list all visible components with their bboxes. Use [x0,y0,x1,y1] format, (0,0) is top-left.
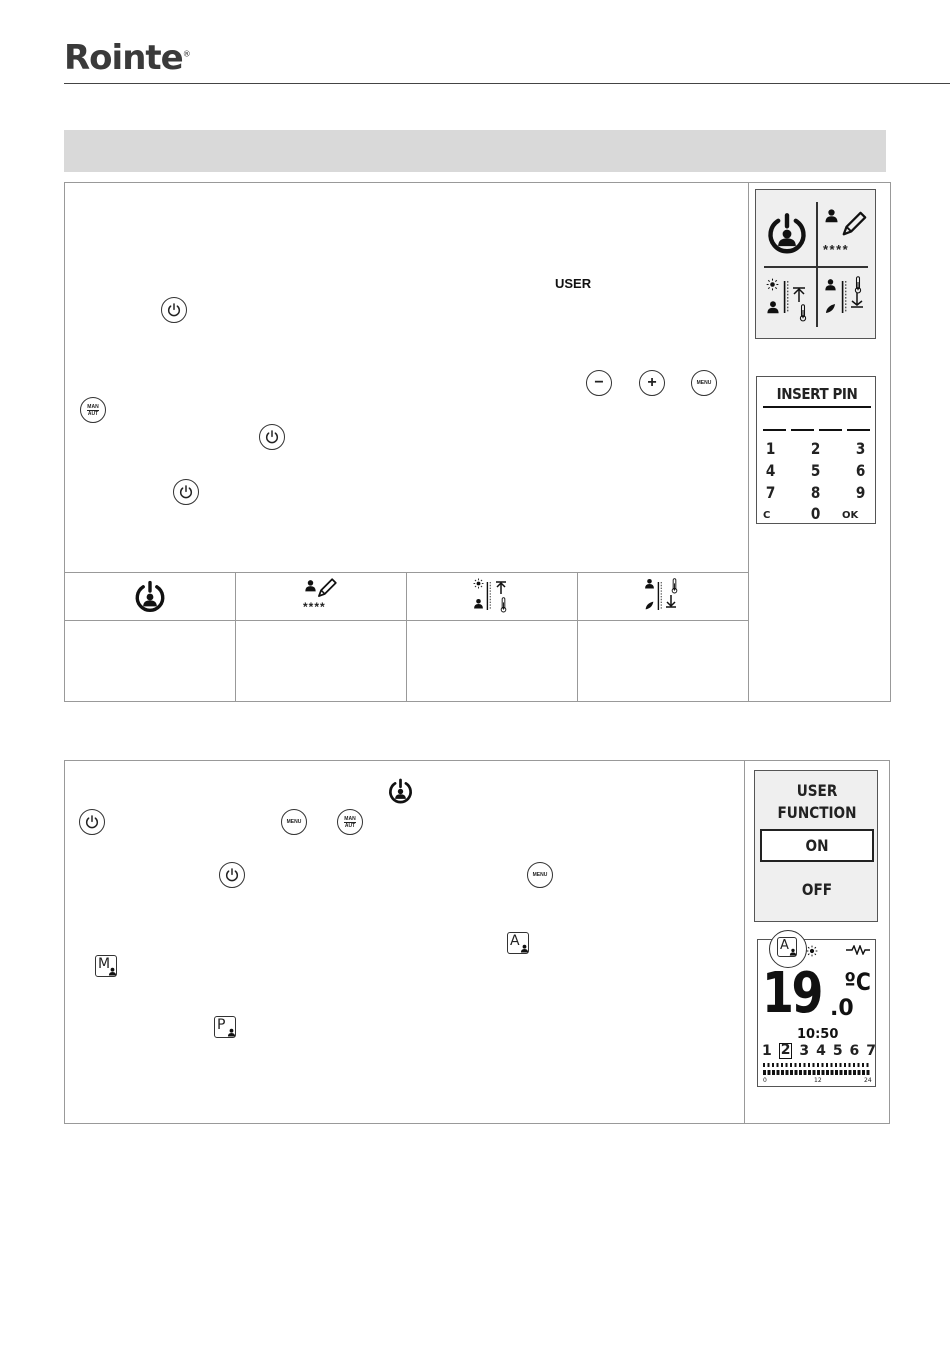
brand-logo [64,38,191,78]
eco-min-temp-icon [822,272,870,322]
user-power-icon [387,778,414,810]
table-col-rule [235,572,236,702]
temperature-unit: ºC [844,968,871,996]
program-mode-icon: P [214,1016,236,1038]
pin-key: 0 [810,504,821,523]
pin-key-ok: OK [842,510,859,521]
insert-pin-screen [756,376,876,524]
option-off-label: OFF [801,880,833,899]
pin-title: INSERT PIN [776,385,858,403]
pin-key: 8 [810,483,821,502]
registered-mark: ® [182,49,191,59]
eco-min-temp-icon [644,578,684,614]
day-number: 4 [816,1043,826,1059]
day-number: 1 [762,1043,772,1059]
man-aut-button-icon: MAN AUT [80,397,106,423]
user-power-icon [765,212,809,261]
schedule-bar-bottom [763,1070,871,1075]
temperature-integer: 19 [762,961,821,1026]
power-button-icon [79,809,105,835]
timeline-tick: 24 [864,1077,872,1084]
brand-name: Rointe [64,38,183,78]
user-power-icon [133,580,167,619]
week-day-strip [762,1043,876,1059]
user-label: USER [555,276,592,291]
power-button-icon [161,297,187,323]
timeline-tick: 0 [763,1077,767,1084]
menu-button-icon: MENU [527,862,553,888]
comfort-max-temp-icon [764,272,812,322]
pin-title-underline [763,406,871,408]
user-function-screen [754,770,878,922]
comfort-max-temp-icon [473,578,513,614]
pin-key: 2 [810,439,821,458]
sun-icon [806,945,818,957]
table-col-rule [577,572,578,702]
menu-button-icon: MENU [281,809,307,835]
clock-time: 10:50 [797,1027,839,1042]
user-function-title-line2: FUNCTION [777,803,857,822]
header-rule [64,83,950,84]
user-pin-edit-icon [823,204,871,260]
day-number: 5 [832,1043,843,1059]
section-title-band [64,130,886,172]
section2-divider [744,760,745,1124]
table-col-rule [406,572,407,702]
manual-mode-icon: M [95,955,117,977]
auto-mode-icon: A [507,932,529,954]
day-number: 6 [849,1043,860,1059]
pin-key: 7 [765,483,776,502]
user-menu-lcd [755,189,876,339]
pin-digit-slots [763,429,871,431]
plus-button-icon: + [639,370,665,396]
day-number: 3 [799,1043,810,1059]
timeline-tick: 12 [814,1077,822,1084]
pin-key-clear: C [763,510,771,521]
option-on-selected [760,829,874,862]
pin-mask-text: **** [823,242,850,257]
user-pin-edit-icon [302,577,342,617]
pin-key: 6 [855,461,866,480]
auto-mode-icon: A [777,937,797,957]
pin-key: 3 [855,439,866,458]
thermostat-display [757,939,876,1087]
menu-button-icon: MENU [691,370,717,396]
lcd-hdivider [764,266,868,268]
minus-button-icon: − [586,370,612,396]
user-function-title-line1: USER [796,781,838,800]
temperature-decimal: .0 [830,996,854,1021]
pin-key: 5 [810,461,821,480]
day-number-selected: 2 [780,1042,791,1058]
day-number: 7 [866,1043,876,1059]
section1-divider [748,182,749,702]
pin-mask-text: **** [303,600,326,614]
man-aut-button-icon: MAN AUT [337,809,363,835]
heating-resistor-icon [846,945,870,955]
pin-key: 9 [855,483,866,502]
lcd-vdivider [816,202,818,327]
power-button-icon [173,479,199,505]
option-on-label: ON [805,836,829,855]
pin-key: 4 [765,461,776,480]
power-button-icon [219,862,245,888]
power-button-icon [259,424,285,450]
schedule-bar-top [763,1063,871,1067]
pin-key: 1 [765,439,776,458]
